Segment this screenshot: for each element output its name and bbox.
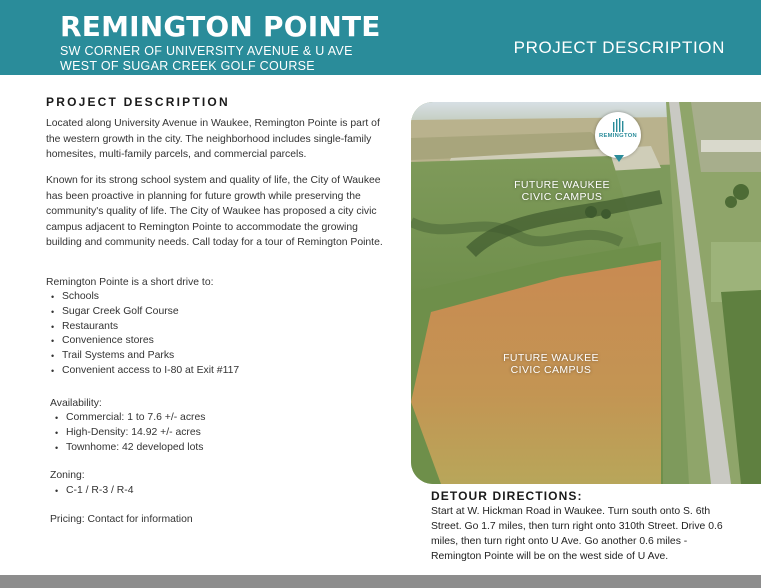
logo-icon <box>612 118 624 132</box>
footer-bar <box>0 575 761 588</box>
project-paragraph-1: Located along University Avenue in Waukee, Remington Pointe is part of the western growth in the city. The neighborhood includes single-family homesites, multi-family parcels, and commercial parcels. <box>46 118 380 160</box>
list-item: • High-Density: 14.92 +/- acres <box>50 426 205 441</box>
location-line-1: SW CORNER OF UNIVERSITY AVENUE & U AVE <box>60 44 353 58</box>
detour-heading: DETOUR DIRECTIONS: <box>431 489 583 503</box>
project-description-heading: PROJECT DESCRIPTION <box>46 95 230 109</box>
header-banner <box>0 0 761 75</box>
pricing-text: Pricing: Contact for information <box>50 514 193 525</box>
project-paragraph-2: Known for its strong school system and quality of life, the City of Waukee has been proactive in planning for future growth while preserving the community's quality of life. The City of Waukee has proposed a city civic campus adjacent to Remington Pointe to accommodate the growing building and community needs. Call today for a tour of Remington Pointe. <box>46 175 383 248</box>
pin-logo-word: REMINGTON <box>598 133 638 139</box>
remington-logo-pin <box>595 112 641 158</box>
list-item: • Trail Systems and Parks <box>46 349 239 364</box>
zoning-label: Zoning: <box>50 470 85 481</box>
header-section-title: PROJECT DESCRIPTION <box>513 38 725 57</box>
drive-intro: Remington Pointe is a short drive to: <box>46 277 214 288</box>
location-line-2: WEST OF SUGAR CREEK GOLF COURSE <box>60 59 315 73</box>
list-item: • Convenience stores <box>46 334 239 349</box>
availability-label: Availability: <box>50 398 102 409</box>
detour-directions-text: Start at W. Hickman Road in Waukee. Turn south onto S. 6th Street. Go 1.7 miles, then turn right onto 310th Street. Drive 0.6 miles, then turn right onto U Ave. Go another 0.6 miles - Remington Pointe will be on the west side of U Ave. <box>431 506 723 562</box>
photo-label-civic-campus-2: FUTURE WAUKEE CIVIC CAMPUS <box>503 352 599 376</box>
drive-list <box>46 290 239 379</box>
photo-label-civic-campus-1: FUTURE WAUKEE CIVIC CAMPUS <box>514 179 610 203</box>
page-title: REMINGTON POINTE <box>60 10 381 43</box>
list-item: • Schools <box>46 290 239 305</box>
list-item: • Townhome: 42 developed lots <box>50 441 205 456</box>
aerial-photo-illustration <box>411 102 761 484</box>
aerial-photo <box>411 102 761 484</box>
list-item: • Commercial: 1 to 7.6 +/- acres <box>50 411 205 426</box>
list-item: • Convenient access to I-80 at Exit #117 <box>46 364 239 379</box>
list-item: • Restaurants <box>46 320 239 335</box>
pin-pointer-icon <box>614 155 624 162</box>
list-item: • C-1 / R-3 / R-4 <box>50 484 134 499</box>
zoning-list <box>50 484 134 499</box>
list-item: • Sugar Creek Golf Course <box>46 305 239 320</box>
availability-list <box>50 411 205 455</box>
